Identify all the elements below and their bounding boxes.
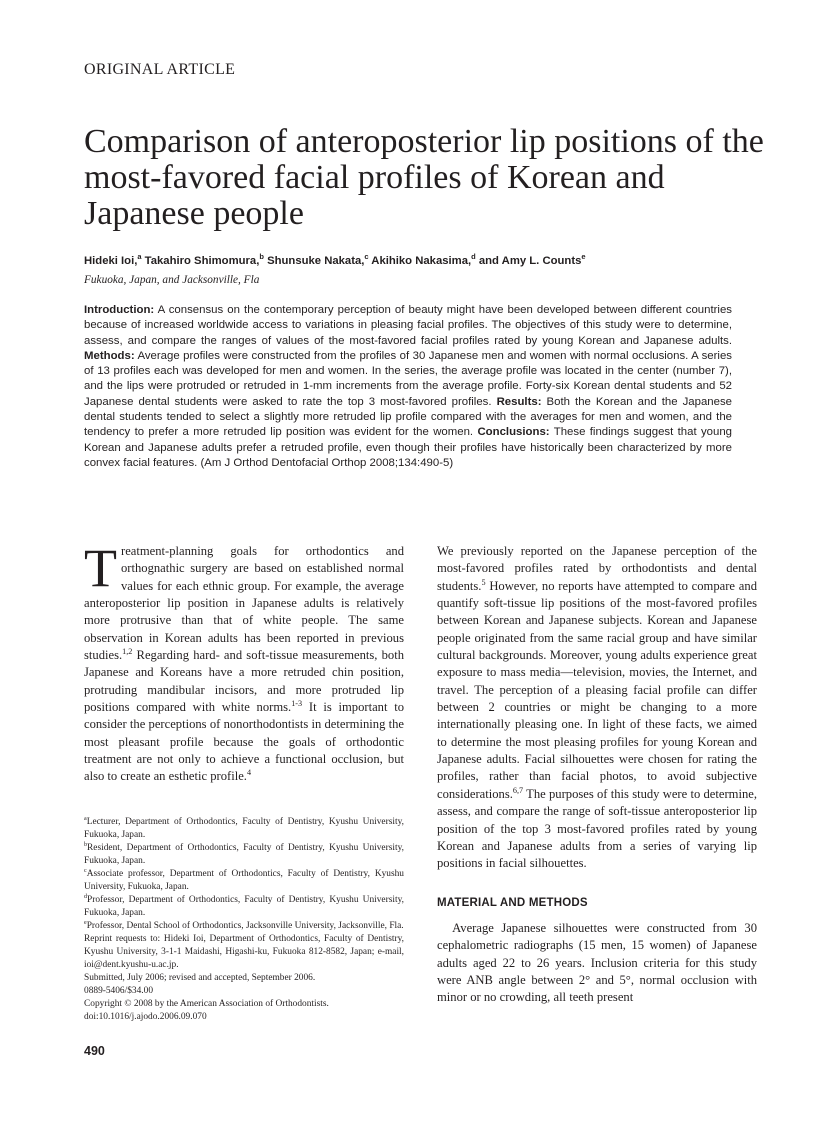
author-location: Fukuoka, Japan, and Jacksonville, Fla	[84, 274, 260, 286]
footnote	[84, 972, 404, 985]
author-name: Akihiko Nakasima,	[368, 255, 472, 267]
body-paragraph	[437, 920, 757, 1007]
abstract-text: Both the Korean and the Japanese dental students tended to select a slightly more retruded lip profile compared with the averages for men and women, and the tendency to prefer a more retruded lip position was evident for the women.	[84, 395, 732, 439]
footnote	[84, 868, 404, 894]
footnote-text: Reprint requests to: Hideki Ioi, Department of Orthodontics, Faculty of Dentistry, Kyushu University, 3-1-1 Maidashi, Higashi-ku, Fukuoka 812-8582, Japan; e-mail, ioi@dent.kyushu-u.ac.jp.	[84, 934, 404, 970]
footnote-text: 0889-5406/$34.00	[84, 986, 154, 996]
citation-ref: 4	[246, 768, 252, 778]
body-paragraph	[84, 538, 405, 786]
body-text: However, no reports have attempted to compare and quantify soft-tissue lip positions of the most-favored profiles between Korean and Japanese subjects. Korean and Japanese people originated from the same racial group and have similar cultural backgrounds. Moreover, young adults experience great exposure to mass media—television, movies, the Internet, and travel. The perception of a pleasing facial profile can differ between 2 countries or might be changing to a more internationally pleasing one. In light of these facts, we aimed to determine the most pleasing profiles for young Korean and Japanese adults. Facial silhouettes were chosen for rating the profiles, rather than facial photos, to avoid subjective considerations.	[437, 578, 757, 801]
author-name: Takahiro Shimomura,	[141, 255, 260, 267]
author-affiliation-mark: d	[471, 252, 476, 262]
author-name: and Amy L. Counts	[475, 255, 582, 267]
section-heading: MATERIAL AND METHODS	[437, 896, 588, 909]
body-text: It is important to consider the perceptions of nonorthodontists in determining the most pleasant profile because the goals of orthodontic treatment are not only to achieve a functional occlusion, but also to create an esthetic profile.	[84, 700, 405, 784]
section-label: ORIGINAL ARTICLE	[84, 61, 236, 78]
footnote-mark: c	[84, 867, 87, 874]
footnote	[84, 920, 404, 933]
abstract-text: A consensus on the contemporary perception of beauty might have been developed between different countries because of increased worldwide access to variations in pleasing facial profiles. The objectives of this study were to determine, assess, and compare the ranges of values of the most-favored facial profiles rated by young Korean and Japanese adults.	[84, 304, 732, 347]
footnote	[84, 998, 404, 1011]
footnote-text: Professor, Dental School of Orthodontics, Jacksonville University, Jacksonville, Fla.	[86, 921, 404, 931]
footnote	[84, 894, 404, 920]
footnote-text: Lecturer, Department of Orthodontics, Faculty of Dentistry, Kyushu University, Fukuoka, Japan.	[84, 817, 404, 840]
footnote	[84, 816, 404, 842]
body-text: We previously reported on the Japanese perception of the most-favored profiles rated by orthodontists and dental students.	[437, 544, 757, 593]
author-affiliation-mark: a	[137, 252, 142, 262]
footnotes	[84, 816, 404, 1024]
footnote-text: Associate professor, Department of Orthodontics, Faculty of Dentistry, Kyushu University, Fukuoka, Japan.	[84, 869, 404, 892]
footnote	[84, 933, 404, 972]
body-column-right	[437, 543, 757, 1007]
footnote	[84, 985, 404, 998]
footnote	[84, 1011, 404, 1024]
abstract-text: Average profiles were constructed from the profiles of 30 Japanese men and women with normal occlusions. A series of 13 profiles each was developed for men and women. In the series, the average profile was located in the center (number 7), and the lips were protruded or retruded in 1-mm increments from the average profile. Forty-six Korean dental students and 52 Japanese dental students were asked to rate the top 3 most-favored profiles.	[84, 349, 732, 408]
article-title: Comparison of anteroposterior lip positions of the most-favored facial profiles of Korean and Japanese people	[84, 123, 764, 232]
abstract-section-label: Methods:	[84, 349, 135, 362]
abstract	[84, 303, 732, 471]
citation-ref: 6,7	[512, 785, 524, 795]
citation-ref: 1-3	[291, 698, 303, 708]
author-list	[84, 252, 586, 267]
footnote-text: Submitted, July 2006; revised and accepted, September 2006.	[84, 973, 316, 983]
body-text: Regarding hard- and soft-tissue measurements, both Japanese and Koreans have a more retruded chin position, protruding mandibular incisors, and more protruded lip positions compared with white norms.	[84, 648, 404, 715]
body-column-left	[84, 538, 405, 786]
page-number: 490	[84, 1044, 105, 1058]
author-affiliation-mark: e	[581, 252, 586, 262]
citation-ref: 5	[481, 577, 486, 587]
footnote-text: Copyright © 2008 by the American Association of Orthodontists.	[84, 999, 329, 1009]
footnote-text: doi:10.1016/j.ajodo.2006.09.070	[84, 1012, 207, 1022]
abstract-text: These findings suggest that young Korean and Japanese adults prefer a retruded profile, even though their profiles have historically been characterized by more convex facial features. (Am J Orthod Dentofacial Orthop 2008;134:490-5)	[84, 426, 732, 469]
abstract-section-label: Results:	[496, 395, 542, 408]
author-affiliation-mark: c	[364, 252, 369, 262]
body-text: reatment-planning goals for orthodontics and orthognathic surgery are based on established normal values for each ethnic group. For example, the average anteroposterior lip position in Japanese adults is relatively more protrusive than that of white people. The same observation in Korean adults has been reported in previous studies.	[84, 544, 404, 663]
footnote-mark: d	[84, 893, 88, 900]
author-name: Shunsuke Nakata,	[263, 255, 365, 267]
author-name: Hideki Ioi,	[84, 255, 138, 267]
footnote-text: Professor, Department of Orthodontics, Faculty of Dentistry, Kyushu University, Fukuoka, Japan.	[84, 895, 404, 918]
body-text: The purposes of this study were to determine, assess, and compare the range of soft-tissue anteroposterior lip position of the top 3 most-favored profiles rated by young Korean and Japanese adults from a series of varying lip positions in facial silhouettes.	[437, 786, 757, 871]
citation-ref: 1,2	[122, 646, 133, 656]
footnote-mark: b	[84, 841, 88, 848]
body-paragraph	[437, 543, 757, 873]
footnote-text: Resident, Department of Orthodontics, Faculty of Dentistry, Kyushu University, Fukuoka, Japan.	[84, 843, 404, 866]
author-affiliation-mark: b	[259, 252, 264, 262]
abstract-section-label: Introduction:	[84, 304, 155, 316]
footnote	[84, 842, 404, 868]
abstract-section-label: Conclusions:	[477, 426, 550, 439]
footnote-mark: e	[84, 919, 87, 926]
body-text: Average Japanese silhouettes were constructed from 30 cephalometric radiographs (15 men, 15 women) of Japanese adults aged 22 to 26 years. Inclusion criteria for this study were ANB angle between 2° and 5°, normal occlusion with minor or no crowding, all teeth present	[437, 920, 757, 1005]
footnote-mark: a	[84, 815, 87, 822]
drop-cap: T	[84, 538, 117, 598]
